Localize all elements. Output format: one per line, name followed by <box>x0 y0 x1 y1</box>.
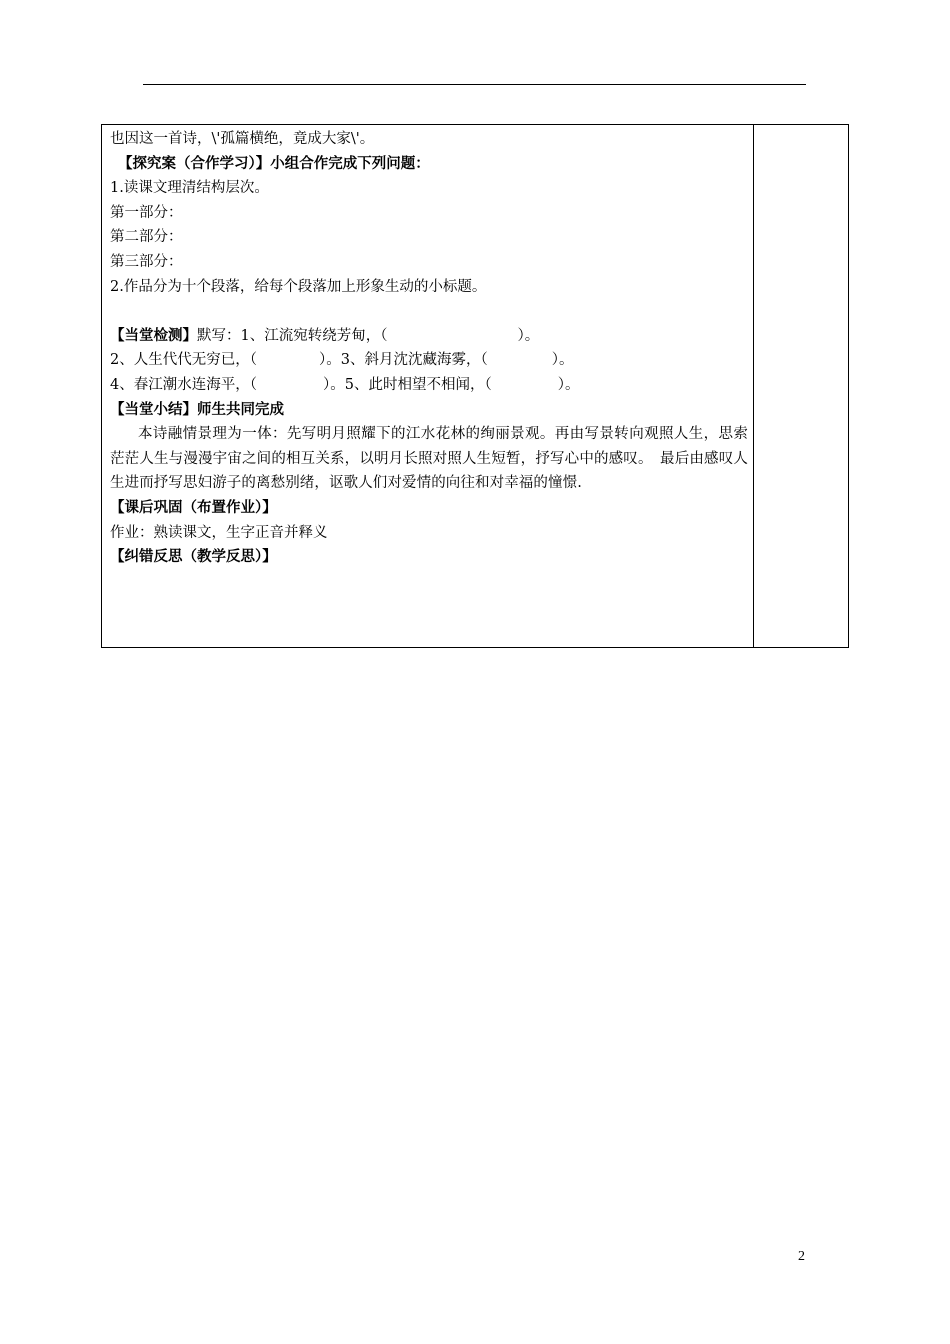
test-line-2-c: ）。 <box>551 352 574 369</box>
summary-heading: 【当堂小结】师生共同完成 <box>110 400 284 418</box>
test-line-2-a: 2、人生代代无穷已，（ <box>110 352 257 369</box>
question-1: 1.读课文理清结构层次。 <box>110 180 269 197</box>
spacer <box>110 299 748 324</box>
explore-heading: 【探究案（合作学习）】小组合作完成下列问题： <box>118 154 430 172</box>
test-line-3-c: ）。 <box>557 376 580 393</box>
summary-paragraph: 本诗融情景理为一体：先写明月照耀下的江水花林的绚丽景观。再由写景转向观照人生，思索茫茫人生与漫漫宇宙之间的相互关系，以明月长照对照人生短暂，抒写心中的感叹。 最后由感叹人生进而抒写思妇游子的离愁别绪，讴歌人们对爱情的向往和对幸福的憧憬. <box>110 426 748 492</box>
lesson-content <box>110 127 748 570</box>
page-number: 2 <box>798 1249 805 1264</box>
notes-column-divider <box>753 125 754 647</box>
part-2-label: 第二部分： <box>110 229 183 246</box>
test-line-1 <box>110 324 748 349</box>
homework-text: 作业：熟读课文，生字正音并释义 <box>110 524 328 541</box>
test-line-1-text: 默写：1、江流宛转绕芳甸，（ <box>197 327 388 344</box>
lesson-table <box>101 124 849 648</box>
homework-heading: 【课后巩固（布置作业）】 <box>110 498 277 516</box>
part-1-label: 第一部分： <box>110 204 183 221</box>
test-heading: 【当堂检测】 <box>110 326 197 344</box>
test-line-2 <box>110 348 748 373</box>
test-line-2-b: ）。3、斜月沈沈藏海雾，（ <box>318 352 488 369</box>
part-3-label: 第三部分： <box>110 253 183 270</box>
header-rule <box>143 84 806 85</box>
reflection-heading: 【纠错反思（教学反思）】 <box>110 548 277 566</box>
test-line-3-a: 4、春江潮水连海平，（ <box>110 376 257 393</box>
test-line-3 <box>110 373 748 398</box>
test-line-3-b: ）。5、此时相望不相闻，（ <box>322 376 492 393</box>
test-line-1-end: ）。 <box>517 327 540 344</box>
question-2: 2.作品分为十个段落，给每个段落加上形象生动的小标题。 <box>110 278 487 295</box>
intro-line: 也因这一首诗，\'孤篇横绝，竟成大家\'。 <box>110 131 375 147</box>
